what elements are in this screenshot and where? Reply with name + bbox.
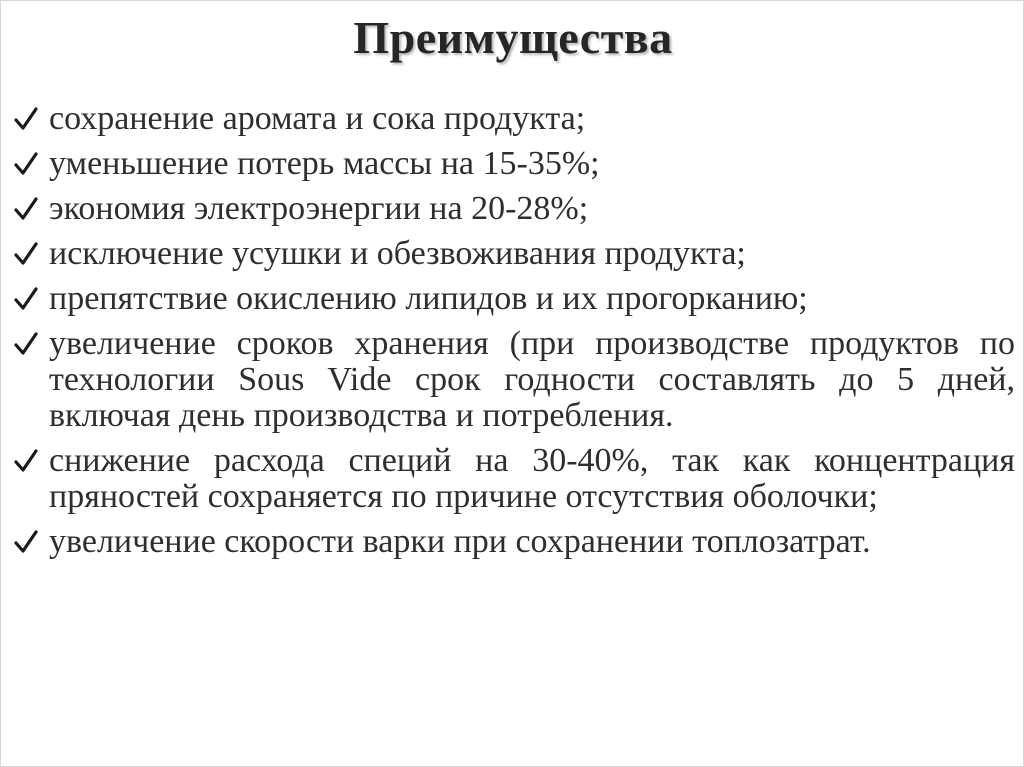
list-item-text: экономия электроэнергии на 20-28%;	[49, 190, 589, 227]
checkmark-icon	[13, 236, 41, 272]
advantages-list	[9, 101, 1015, 569]
checkmark-icon	[13, 101, 41, 137]
list-item-text: увеличение сроков хранения (при производстве продуктов по технологии Sous Vide срок годности составлять до 5 дней, включая день производства и потребления.	[49, 325, 1015, 434]
slide-title: Преимущества	[353, 12, 673, 63]
list-item	[9, 443, 1015, 515]
list-item-text: препятствие окислению липидов и их прогорканию;	[49, 280, 808, 317]
list-item	[9, 524, 1015, 560]
checkmark-icon	[13, 524, 41, 560]
checkmark-icon	[13, 281, 41, 317]
list-item	[9, 101, 1015, 137]
list-item-text: увеличение скорости варки при сохранении топлозатрат.	[49, 523, 871, 560]
list-item	[9, 146, 1015, 182]
list-item-text: уменьшение потерь массы на 15-35%;	[49, 145, 600, 182]
list-item-text: исключение усушки и обезвоживания продукта;	[49, 235, 746, 272]
list-item	[9, 191, 1015, 227]
list-item-text: сохранение аромата и сока продукта;	[49, 100, 586, 137]
list-item-text: снижение расхода специй на 30-40%, так как концентрация пряностей сохраняется по причине отсутствия оболочки;	[49, 442, 1015, 515]
list-item	[9, 326, 1015, 434]
checkmark-icon	[13, 326, 41, 362]
list-item	[9, 236, 1015, 272]
list-item	[9, 281, 1015, 317]
checkmark-icon	[13, 191, 41, 227]
checkmark-icon	[13, 146, 41, 182]
checkmark-icon	[13, 443, 41, 479]
